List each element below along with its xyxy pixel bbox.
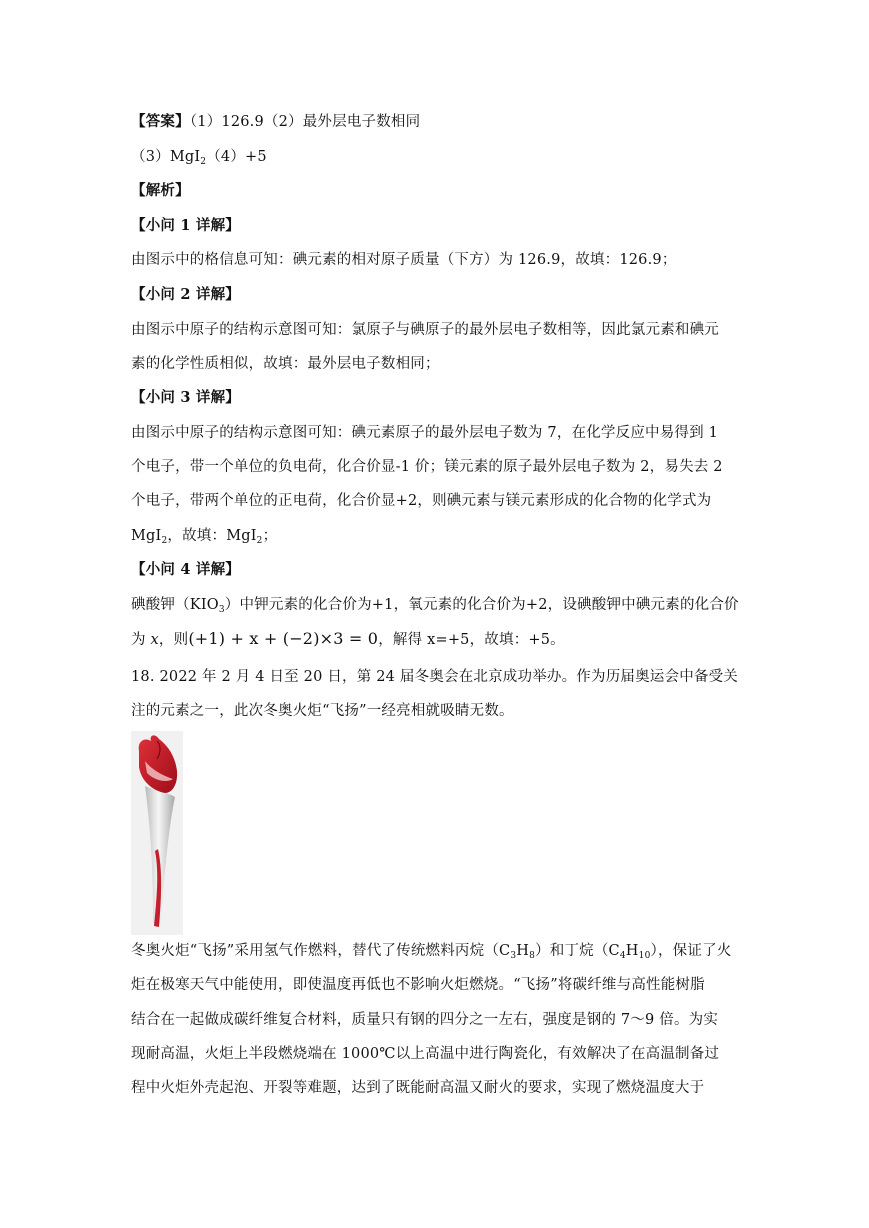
passage-sub-3: 4 [619, 951, 626, 961]
passage-sub-4: 10 [638, 951, 651, 961]
q3-line-3: 个电子，带两个单位的正电荷，化合价显+2，则碘元素与镁元素形成的化合物的化学式为 [131, 493, 712, 509]
analysis-heading: 【解析】 [131, 182, 190, 199]
q3-formula-b: ，故填：MgI [167, 528, 257, 544]
answer-line-2 [131, 147, 267, 167]
passage-text-1d: H [625, 943, 639, 959]
q4-line-2 [131, 629, 565, 650]
passage-text-1c: ）和丁烷（C [535, 943, 620, 959]
passage-sub-1: 3 [510, 951, 517, 961]
passage-sub-2: 8 [529, 951, 536, 961]
q2-heading: 【小问 2 详解】 [131, 286, 240, 303]
q4-sub: 3 [218, 605, 225, 615]
passage-line-3: 结合在一起做成碳纤维复合材料，质量只有钢的四分之一左右，强度是钢的 7～9 倍。为实 [131, 1012, 719, 1028]
q4-text-2b: ，则 [158, 632, 189, 648]
answer-text-2a: （3）MgI [131, 149, 201, 165]
q1-heading: 【小问 1 详解】 [131, 217, 240, 234]
q4-text-1b: ）中钾元素的化合价为+1，氧元素的化合价为+2，设碘酸钾中碘元素的化合价 [224, 597, 739, 613]
passage-text-1e: ），保证了火 [650, 943, 732, 959]
q3-line-1: 由图示中原子的结构示意图可知：碘元素原子的最外层电子数为 7，在化学反应中易得到 1 [131, 425, 719, 441]
q2-line-2: 素的化学性质相似，故填：最外层电子数相同； [131, 356, 440, 372]
q3-sub-2: 2 [256, 536, 263, 546]
torch-image [131, 731, 183, 935]
passage-text-1a: 冬奥火炬“飞扬”采用氢气作燃料，替代了传统燃料丙烷（C [131, 943, 511, 959]
q4-text-2a: 为 [131, 632, 151, 648]
torch-illustration [131, 731, 183, 935]
answer-sub: 2 [200, 157, 207, 167]
q3-formula-c: ； [262, 528, 278, 544]
q3-line-4 [131, 526, 277, 546]
q1-text: 由图示中的格信息可知：碘元素的相对原子质量（下方）为 126.9，故填：126.9； [131, 252, 677, 268]
answer-text-1: （1）126.9（2）最外层电子数相同 [189, 114, 421, 130]
answer-tag: 【答案】 [131, 113, 190, 130]
q3-heading: 【小问 3 详解】 [131, 389, 240, 406]
q4-line-1 [131, 595, 739, 615]
passage-text-1b: H [516, 943, 530, 959]
q3-sub-1: 2 [161, 536, 168, 546]
passage-line-5: 程中火炬外壳起泡、开裂等难题，达到了既能耐高温又耐火的要求，实现了燃烧温度大于 [131, 1080, 705, 1096]
q4-text-2c: ，解得 x=+5，故填：+5。 [378, 632, 565, 648]
answer-line-1 [131, 112, 420, 132]
passage-line-1 [131, 941, 731, 961]
passage-line-4: 现耐高温，火炬上半段燃烧端在 1000℃以上高温中进行陶瓷化，有效解决了在高温制备过 [131, 1046, 720, 1062]
q4-text-1a: 碘酸钾（KIO [131, 597, 219, 613]
q3-line-2: 个电子，带一个单位的负电荷，化合价显-1 价；镁元素的原子最外层电子数为 2，易失去 2 [131, 459, 723, 475]
q18-line-1: 18. 2022 年 2 月 4 日至 20 日，第 24 届冬奥会在北京成功举办。作为历届奥运会中备受关 [131, 669, 739, 685]
answer-text-2b: （4）+5 [206, 149, 267, 165]
q2-line-1: 由图示中原子的结构示意图可知：氯原子与碘原子的最外层电子数相等，因此氯元素和碘元 [131, 322, 719, 338]
q3-formula-a: MgI [131, 528, 162, 544]
passage-line-2: 炬在极寒天气中能使用，即使温度再低也不影响火炬燃烧。“飞扬”将碳纤维与高性能树脂 [131, 977, 705, 993]
q4-equation: (+1) + x + (−2)×3 = 0 [188, 629, 379, 648]
q4-heading: 【小问 4 详解】 [131, 561, 240, 578]
q18-line-2: 注的元素之一，此次冬奥火炬“飞扬”一经亮相就吸睛无数。 [131, 703, 514, 719]
q4-variable: x [150, 632, 159, 648]
